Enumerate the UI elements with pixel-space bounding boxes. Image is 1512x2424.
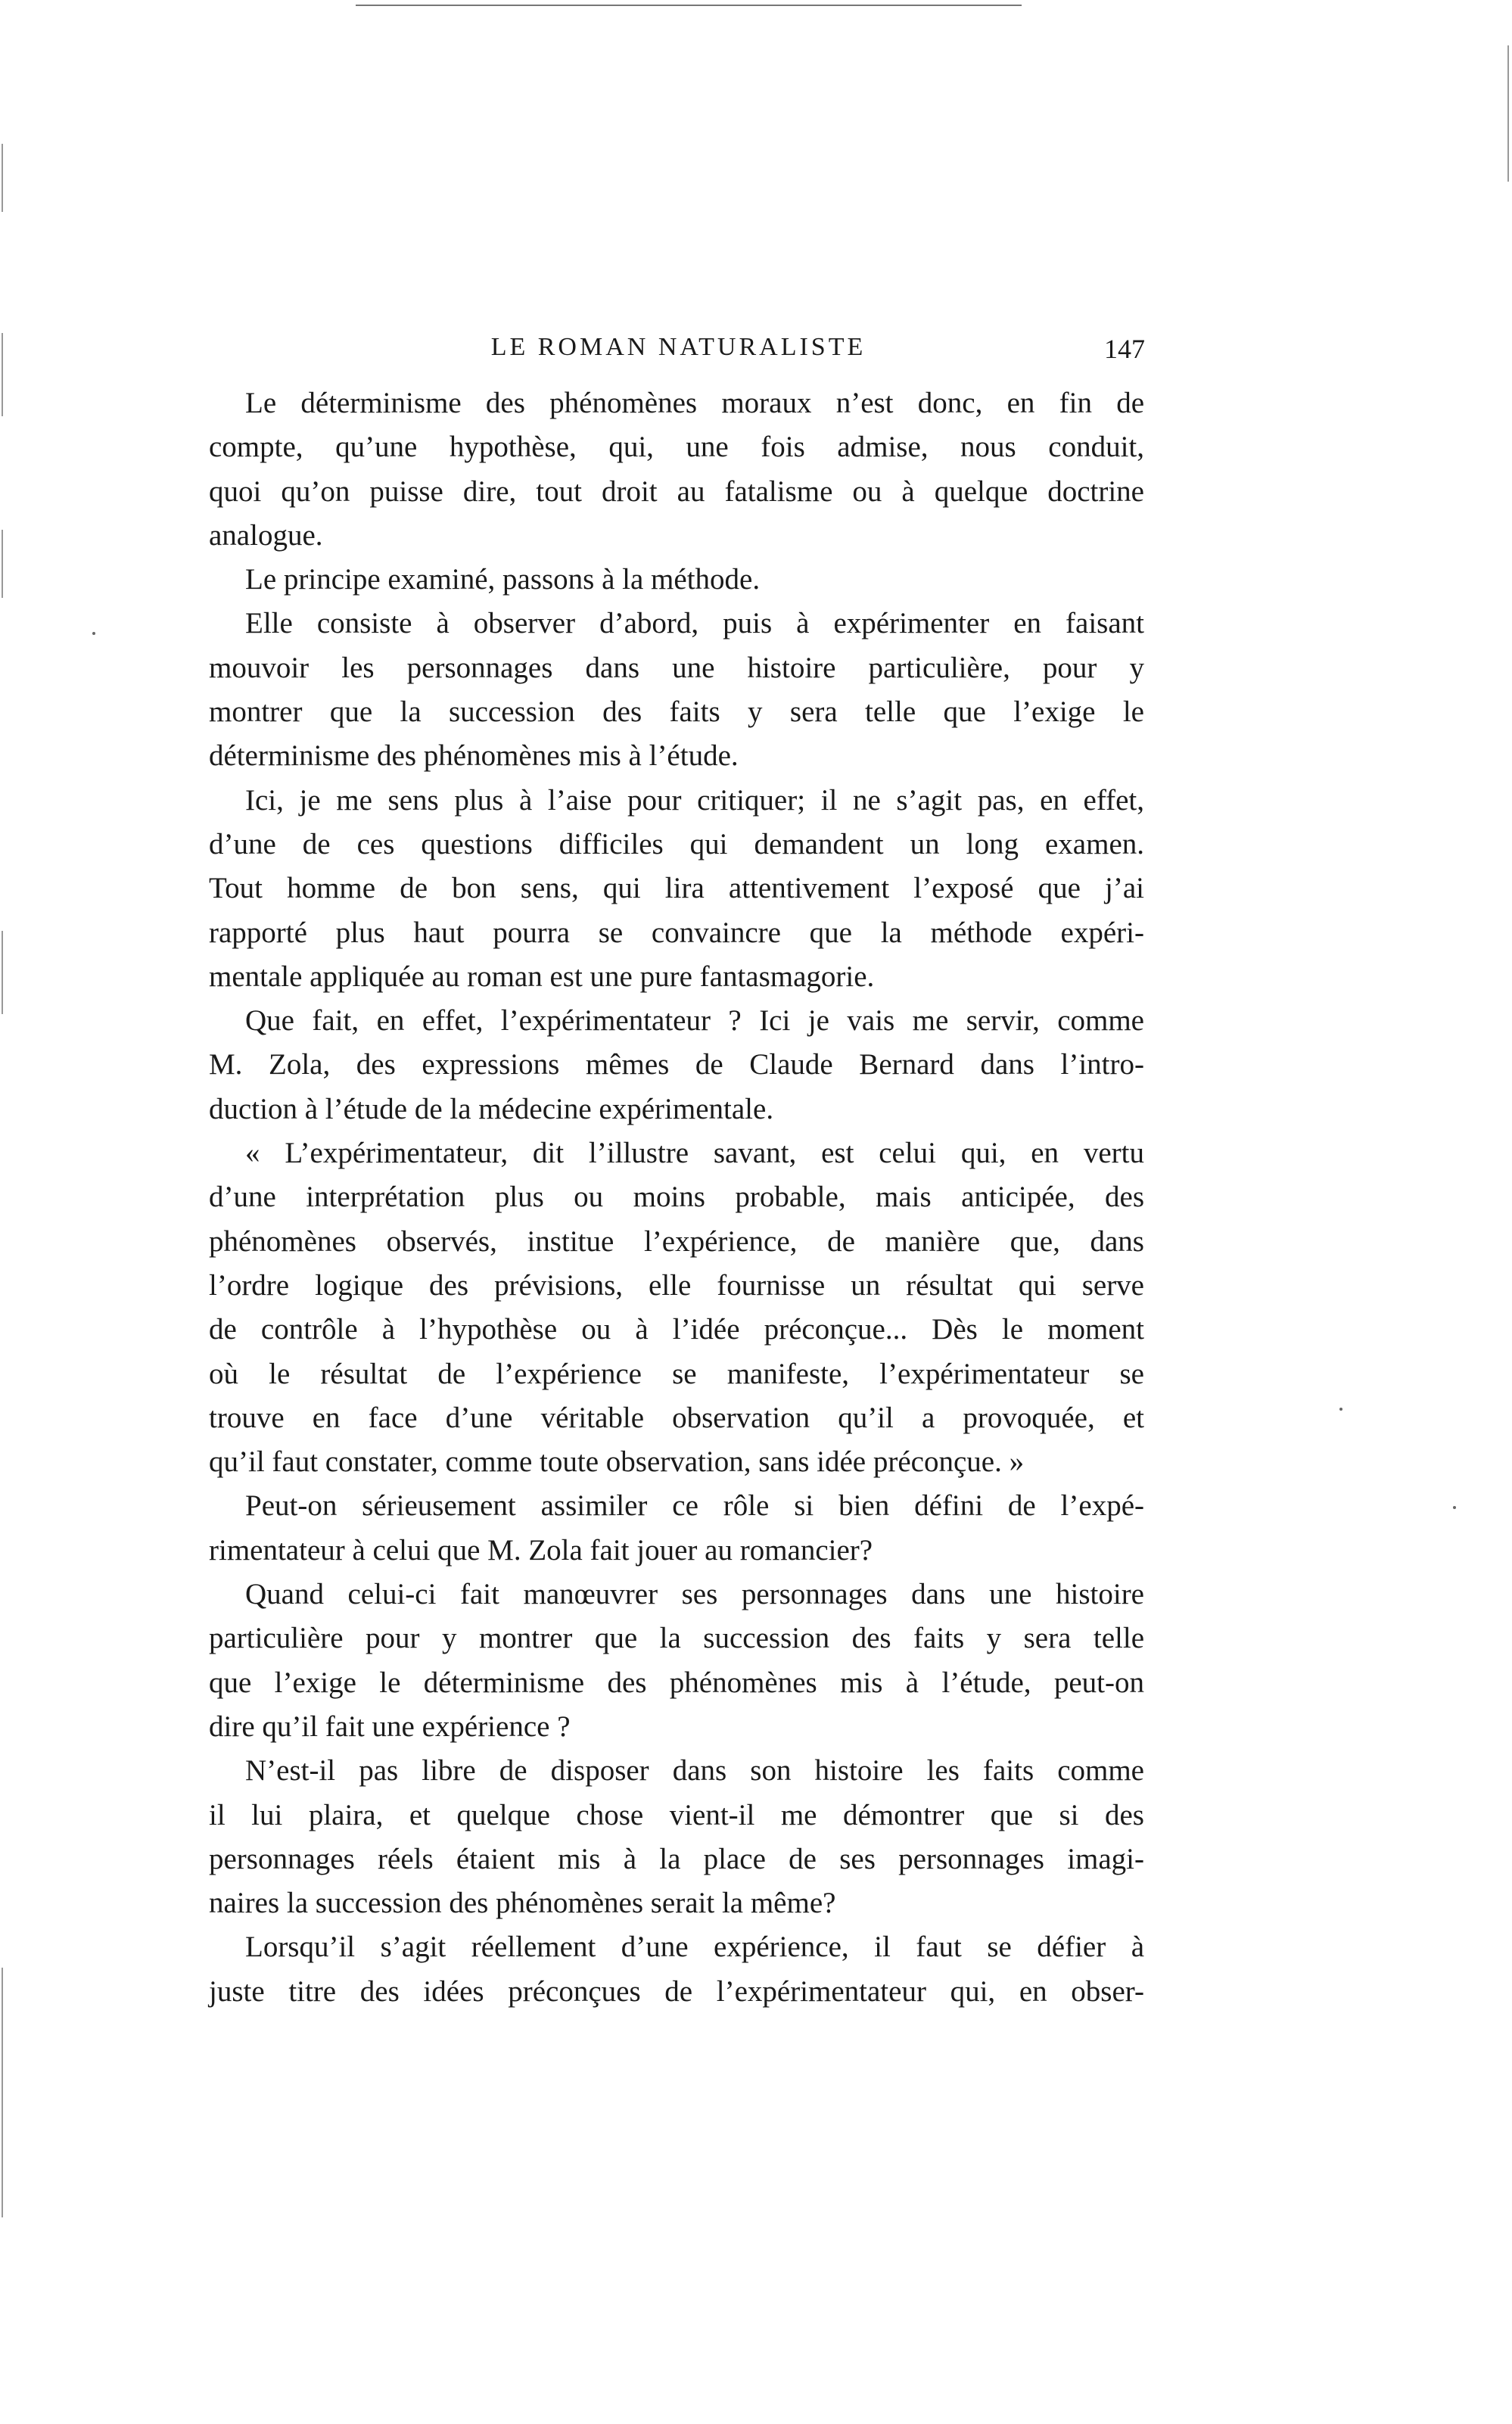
- text-line: phénomènes observés, institue l’expérience, de manière que, dans: [209, 1224, 1144, 1258]
- text-line: qu’il faut constater, comme toute observation, sans idée préconçue. »: [209, 1445, 1025, 1479]
- text-line: dire qu’il fait une expérience ?: [209, 1710, 571, 1743]
- text-line: juste titre des idées préconçues de l’expérimentateur qui, en obser-: [209, 1974, 1144, 2008]
- text-line: quoi qu’on puisse dire, tout droit au fatalisme ou à quelque doctrine: [209, 475, 1144, 508]
- text-line: N’est-il pas libre de disposer dans son histoire les faits comme: [245, 1754, 1144, 1788]
- paragraph: [209, 1749, 1144, 1925]
- running-head: [212, 333, 1145, 371]
- text-line: Quand celui-ci fait manœuvrer ses personnages dans une histoire: [245, 1578, 1144, 1611]
- text-line: rimentateur à celui que M. Zola fait jouer au romancier?: [209, 1533, 873, 1567]
- text-line: Lorsqu’il s’agit réellement d’une expérience, il faut se défier à: [245, 1931, 1144, 1964]
- text-line: Que fait, en effet, l’expérimentateur ? Ici je vais me servir, comme: [245, 1004, 1144, 1038]
- text-line: naires la succession des phénomènes serait la même?: [209, 1887, 836, 1920]
- paragraph: [209, 999, 1144, 1131]
- scan-margin-mark: [2, 333, 3, 416]
- text-line: Le déterminisme des phénomènes moraux n’est donc, en fin de: [245, 387, 1144, 419]
- text-line: Peut-on sérieusement assimiler ce rôle si bien défini de l’expé-: [245, 1489, 1144, 1523]
- paragraph: [209, 1484, 1144, 1573]
- running-head-title: LE ROMAN NATURALISTE: [490, 333, 866, 361]
- text-line: d’une de ces questions difficiles qui demandent un long examen.: [209, 827, 1144, 860]
- text-line: « L’expérimentateur, dit l’illustre savant, est celui qui, en vertu: [245, 1137, 1144, 1170]
- text-line: Elle consiste à observer d’abord, puis à expérimenter en faisant: [245, 607, 1144, 640]
- text-line: mouvoir les personnages dans une histoire particulière, pour y: [209, 651, 1144, 684]
- scan-margin-mark: [2, 1968, 3, 2217]
- text-line: il lui plaira, et quelque chose vient-il me démontrer que si des: [209, 1798, 1144, 1831]
- scan-speck: [1453, 1506, 1456, 1509]
- paragraph: [209, 602, 1144, 778]
- text-line: rapporté plus haut pourra se convaincre que la méthode expéri-: [209, 916, 1144, 949]
- scan-speck: [1339, 1408, 1342, 1411]
- scan-margin-mark: [2, 530, 3, 598]
- text-line: personnages réels étaient mis à la place de ses personnages imagi-: [209, 1842, 1144, 1875]
- text-line: compte, qu’une hypothèse, qui, une fois admise, nous conduit,: [209, 431, 1144, 464]
- scan-margin-mark: [2, 144, 3, 212]
- body-text: [209, 381, 1144, 2014]
- text-line: que l’exige le déterminisme des phénomènes mis à l’étude, peut-on: [209, 1666, 1144, 1699]
- scan-margin-mark: [2, 931, 3, 1014]
- paragraph: [209, 558, 1144, 602]
- scan-edge-line: [356, 5, 1022, 6]
- text-line: duction à l’étude de la médecine expérimentale.: [209, 1092, 774, 1125]
- text-line: déterminisme des phénomènes mis à l’étude.: [209, 739, 739, 773]
- scan-margin-mark: [1507, 45, 1509, 182]
- text-line: trouve en face d’une véritable observation qu’il a provoquée, et: [209, 1401, 1144, 1434]
- paragraph: [209, 1925, 1144, 2014]
- text-line: l’ordre logique des prévisions, elle fournisse un résultat qui serve: [209, 1268, 1144, 1302]
- text-line: analogue.: [209, 518, 323, 552]
- scan-speck: [92, 632, 95, 635]
- text-line: M. Zola, des expressions mêmes de Claude Bernard dans l’intro-: [209, 1048, 1144, 1081]
- paragraph: [209, 1131, 1144, 1484]
- paragraph: [209, 381, 1144, 558]
- paragraph: [209, 1573, 1144, 1749]
- text-line: Le principe examiné, passons à la méthode.: [245, 563, 761, 596]
- text-line: où le résultat de l’expérience se manifeste, l’expérimentateur se: [209, 1357, 1144, 1390]
- text-line: mentale appliquée au roman est une pure fantasmagorie.: [209, 960, 875, 993]
- text-line: de contrôle à l’hypothèse ou à l’idée préconçue... Dès le moment: [209, 1313, 1144, 1346]
- text-line: montrer que la succession des faits y sera telle que l’exige le: [209, 695, 1144, 729]
- text-line: Ici, je me sens plus à l’aise pour critiquer; il ne s’agit pas, en effet,: [245, 783, 1144, 817]
- text-line: Tout homme de bon sens, qui lira attentivement l’exposé que j’ai: [209, 872, 1144, 905]
- text-line: d’une interprétation plus ou moins probable, mais anticipée, des: [209, 1181, 1144, 1214]
- page-number: 147: [1104, 334, 1145, 364]
- text-line: particulière pour y montrer que la succession des faits y sera telle: [209, 1622, 1144, 1655]
- paragraph: [209, 779, 1144, 999]
